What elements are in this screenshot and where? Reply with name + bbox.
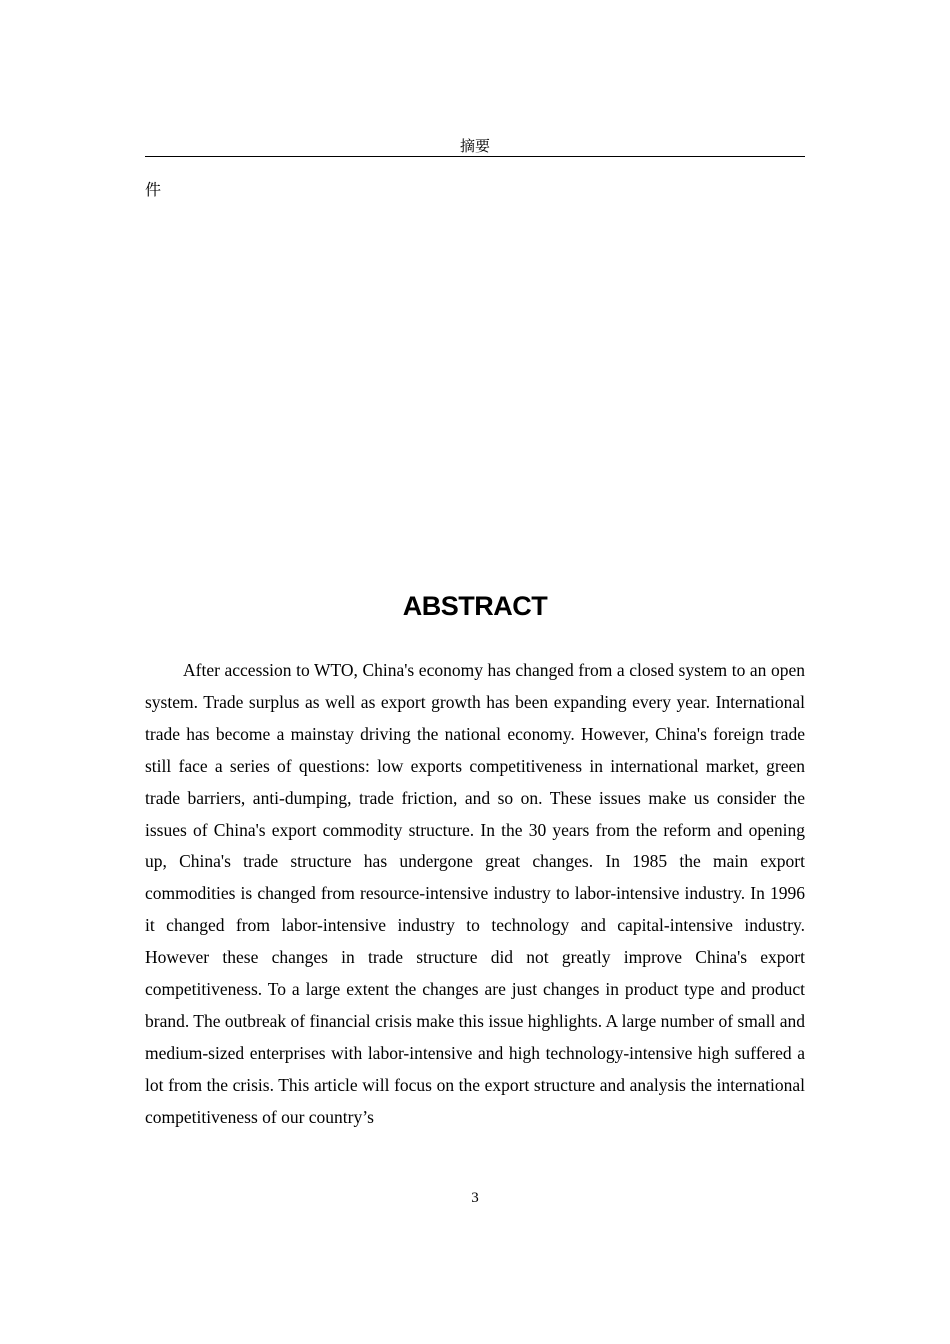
- running-header: 摘要: [145, 136, 805, 157]
- page-number: 3: [471, 1190, 479, 1206]
- abstract-paragraph: After accession to WTO, China's economy has changed from a closed system to an open system. Trade surplus as well as export growth has been expanding every year. International trade has become a mainstay driving the national economy. However, China's foreign trade still face a series of questions: low exports competitiveness in international market, green trade barriers, anti-dumping, trade friction, and so on. These issues make us consider the issues of China's export commodity structure. In the 30 years from the reform and opening up, China's trade structure has undergone great changes. In 1985 the main export commodities is changed from resource-intensive industry to labor-intensive industry. In 1996 it changed from labor-intensive industry to technology and capital-intensive industry. However these changes in trade structure did not greatly improve China's export competitiveness. To a large extent the changes are just changes in product type and product brand. The outbreak of financial crisis make this issue highlights. A large number of small and medium-sized enterprises with labor-intensive and high technology-intensive high suffered a lot from the crisis. This article will focus on the export structure and analysis the international competitiveness of our country’s: [145, 660, 805, 1127]
- preceding-text-fragment: 件: [145, 180, 162, 199]
- abstract-heading: ABSTRACT: [402, 591, 548, 621]
